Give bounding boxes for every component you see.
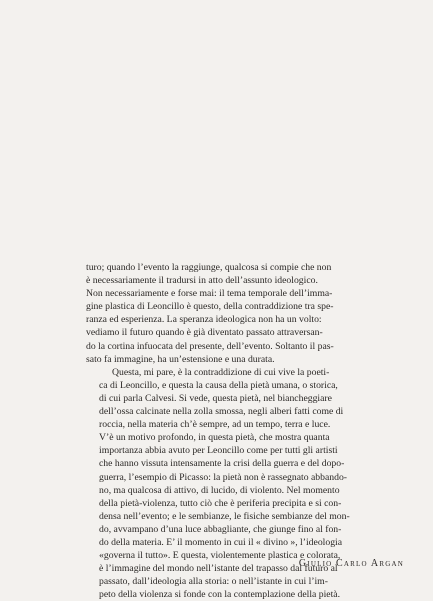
- text-line: peto della violenza si fonde con la contemplazione della pietà.: [99, 589, 341, 601]
- text-line: della pietà-violenza, tutto ciò che è periferia precipita e si con-: [99, 497, 342, 509]
- text-line: Questa, mi pare, è la contraddizione di cui vive la poeti-: [112, 366, 330, 378]
- text-line: do la cortina infuocata del presente, dell’evento. Soltanto il pas-: [86, 340, 334, 352]
- text-line: che hanno vissuta intensamente la crisi della guerra e del dopo-: [99, 458, 345, 470]
- body-text: [86, 261, 404, 601]
- text-line: no, ma qualcosa di attivo, di lucido, di violento. Nel momento: [99, 484, 340, 496]
- text-line: ranza ed esperienza. La speranza ideologica non ha un volto:: [86, 314, 322, 326]
- text-line: sato fa immagine, ha un’estensione e una durata.: [86, 353, 275, 365]
- text-line: «governa il tutto». E questa, violentemente plastica e colorata,: [99, 550, 341, 562]
- text-line: Non necessariamente e forse mai: il tema temporale dell’imma-: [86, 288, 333, 300]
- text-line: dell’ossa calcinate nella zolla smossa, negli alberi fatti come di: [99, 406, 344, 418]
- text-line: di cui parla Calvesi. Si vede, questa pietà, nel biancheggiare: [99, 392, 332, 404]
- text-line: do, avvampano d’una luce abbagliante, che giunge fino al fon-: [99, 523, 342, 535]
- text-line: è l’immagine del mondo nell’istante del trapasso dal futuro al: [99, 563, 338, 575]
- text-line: turo; quando l’evento la raggiunge, qualcosa si compie che non: [86, 262, 332, 273]
- text-line: è necessariamente il tradursi in atto dell’assunto ideologico.: [86, 275, 318, 287]
- text-line: passato, dall’ideologia alla storia: o nell’istante in cui l’im-: [99, 576, 328, 588]
- text-line: vediamo il futuro quando è già diventato passato attraversan-: [86, 327, 323, 339]
- text-line: do della materia. E’ il momento in cui il « divino », l’ideologia: [99, 536, 343, 548]
- text-line: V’è un motivo profondo, in questa pietà, che mostra quanta: [99, 432, 330, 444]
- author-signature: Giulio Carlo Argan: [298, 558, 404, 569]
- text-line: roccia, nella materia ch’è sempre, ad un tempo, terra e luce.: [99, 419, 331, 431]
- text-line: densa nell’evento; e le sembianze, le fisiche sembianze del mon-: [99, 510, 350, 522]
- text-line: ca di Leoncillo, e questa la causa della pietà umana, o storica,: [99, 379, 338, 391]
- text-line: gine plastica di Leoncillo è questo, della contraddizione tra spe-: [86, 301, 334, 313]
- text-line: guerra, l’esempio di Picasso: la pietà non è rassegnato abbando-: [99, 471, 348, 483]
- paragraph-1: [86, 261, 404, 366]
- text-line: importanza abbia avuto per Leoncillo come per tutti gli artisti: [99, 445, 338, 457]
